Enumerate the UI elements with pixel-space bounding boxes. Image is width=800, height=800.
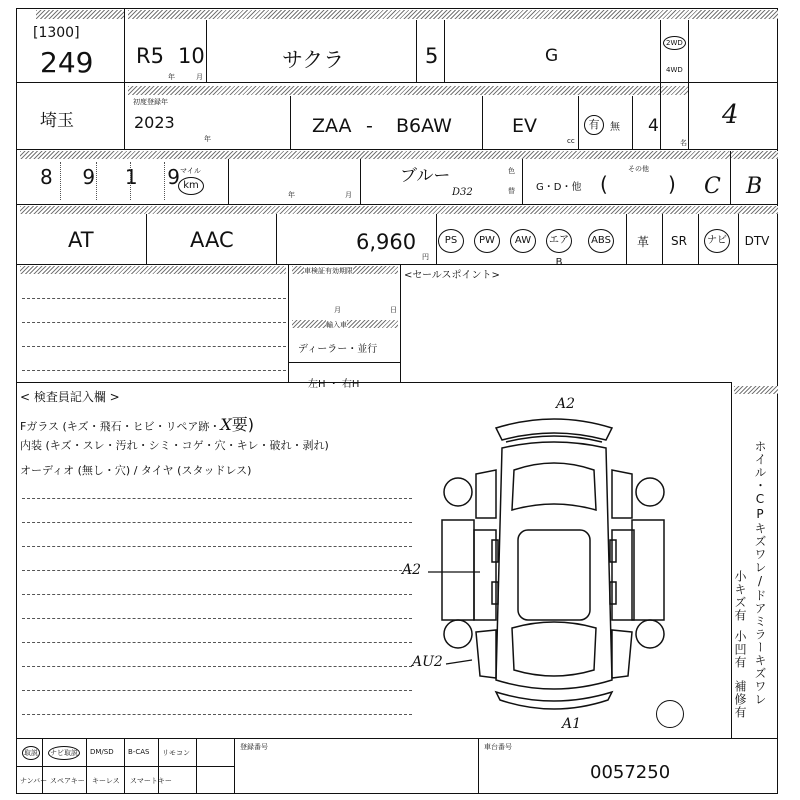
odo-tick	[60, 162, 61, 200]
vline	[288, 264, 289, 382]
vline	[124, 8, 125, 149]
equip-dtv: DTV	[744, 234, 770, 248]
model-prefix: ZAA	[312, 115, 352, 137]
item-smart-key: スマートキー	[130, 777, 172, 785]
row-divider	[16, 264, 778, 265]
vline	[482, 96, 483, 149]
record-month-label: 月	[334, 306, 341, 314]
odometer-digits	[40, 165, 180, 195]
year-label: 年	[168, 73, 175, 81]
side-notes-vertical: ホイル・CPキズワレ/ドアミラーキズワレ	[753, 440, 767, 706]
side-note-repair: 補修有	[733, 680, 747, 719]
reg-month: 10	[178, 44, 205, 68]
sales-points-label: <セールスポイント>	[404, 270, 500, 281]
item-bcas: B-CAS	[128, 748, 150, 756]
inspector-line	[22, 666, 412, 667]
year-label: 年	[204, 135, 211, 143]
side-note-scratch: 小キズ有	[733, 570, 747, 622]
inspector-line	[22, 642, 412, 643]
drive-4wd: 4WD	[666, 66, 683, 74]
notes-line	[22, 322, 286, 323]
color-code-note: D32	[452, 187, 473, 198]
header-strip	[20, 151, 778, 159]
inspector-line	[22, 714, 412, 715]
first-reg-year: 2023	[134, 113, 175, 132]
equip-pw: PW	[472, 218, 502, 264]
wheel-circle	[656, 700, 684, 728]
item-dmsd: DM/SD	[90, 748, 114, 756]
vline	[196, 738, 197, 794]
vline	[276, 214, 277, 264]
exterior-color: ブルー	[400, 166, 451, 186]
item-manual: 取説	[22, 746, 40, 760]
item-remote: リモコン	[162, 749, 190, 757]
unit-km: km	[178, 177, 204, 195]
vline	[360, 159, 361, 204]
first-reg-caption: 初度登録年	[133, 98, 168, 106]
price-unit: 円	[422, 253, 429, 261]
vline	[234, 738, 235, 794]
aircon: AAC	[190, 228, 234, 252]
mark-left: A2	[402, 562, 422, 578]
odometer-digit: 8	[40, 165, 53, 189]
notes-line	[22, 346, 286, 347]
registration-label: 登録番号	[240, 743, 268, 751]
vline	[290, 96, 291, 149]
capacity: 4	[648, 116, 659, 136]
color-change-options: G・D・他	[536, 182, 582, 193]
equip-ps: PS	[436, 218, 466, 264]
odometer-digit: 1	[124, 165, 138, 189]
chassis-number: 0057250	[590, 762, 671, 783]
vline	[86, 738, 87, 794]
glass-note: Fガラス (キズ・飛石・ヒビ・リペア跡・X要)	[20, 415, 254, 434]
lot-number: 249	[40, 46, 94, 79]
year-era: R5	[136, 44, 164, 68]
hline	[16, 766, 234, 767]
inspector-line	[22, 618, 412, 619]
venue-code: [1300]	[33, 25, 80, 41]
score-interior: B	[746, 174, 763, 199]
header-strip	[128, 10, 778, 19]
mark-bottom: A1	[562, 716, 582, 732]
side-note-dent: 小凹有	[733, 630, 747, 669]
color-label-bottom: 替	[508, 187, 515, 195]
inspector-line	[22, 570, 412, 571]
row-divider	[16, 149, 778, 150]
vline	[632, 96, 633, 149]
vline	[400, 264, 401, 382]
vline	[738, 214, 739, 264]
item-navi-manual: ナビ取説	[48, 746, 80, 760]
row-divider	[16, 82, 778, 83]
mark-top: A2	[556, 396, 576, 412]
vline	[662, 214, 663, 264]
odometer-digit: 9	[82, 165, 96, 189]
door-count: 5	[425, 44, 439, 68]
item-keyless: キーレス	[92, 777, 120, 785]
row-divider	[16, 204, 778, 205]
equip-navi: ナビ	[702, 218, 732, 264]
notes-line	[22, 370, 286, 371]
vline	[731, 382, 732, 738]
odometer-digit: 9	[167, 165, 180, 189]
turbo-with: 有	[584, 115, 604, 135]
equip-airbag: エアB	[544, 218, 574, 264]
inspector-line	[22, 594, 412, 595]
displacement: EV	[512, 115, 538, 137]
odo-tick	[96, 162, 97, 200]
paren-open: (	[600, 172, 608, 196]
audio-tire-note: オーディオ (無し・穴) / タイヤ (スタッドレス)	[20, 464, 252, 477]
steering: 左H ・ 右H	[308, 379, 360, 390]
equip-aw: AW	[508, 218, 538, 264]
import-label: 輸入車	[326, 321, 347, 329]
notes-line	[22, 298, 286, 299]
drive-2wd: 2WD	[663, 36, 686, 50]
inspector-heading: < 検査員記入欄 >	[20, 390, 120, 404]
model-dash: -	[366, 115, 373, 137]
vline	[688, 20, 689, 149]
row-divider	[16, 738, 778, 739]
header-strip	[20, 206, 778, 214]
odo-tick	[164, 162, 165, 200]
vline	[478, 738, 479, 794]
unit-mile: マイル	[180, 167, 201, 175]
header-strip	[734, 386, 778, 394]
vline	[660, 20, 661, 149]
row-divider	[16, 382, 731, 383]
color-change-other: その他	[628, 165, 649, 173]
vline	[416, 20, 417, 82]
capacity-unit: 名	[680, 139, 687, 147]
paren-close: )	[668, 172, 676, 196]
model-code: B6AW	[396, 115, 452, 137]
header-strip	[128, 86, 688, 95]
vline	[444, 20, 445, 82]
equip-leather: 革	[636, 234, 649, 249]
interior-note: 内装 (キズ・スレ・汚れ・シミ・コゲ・穴・キレ・破れ・剥れ)	[20, 439, 329, 452]
vline	[228, 159, 229, 204]
record-day-label: 日	[390, 306, 397, 314]
vline	[522, 159, 523, 204]
inspector-line	[22, 498, 412, 499]
color-label-top: 色	[508, 167, 515, 175]
chassis-label: 車台番号	[484, 743, 512, 751]
region: 埼玉	[40, 111, 74, 131]
price: 6,960	[356, 230, 417, 254]
model-name: サクラ	[282, 48, 345, 72]
hline	[288, 362, 400, 363]
vline	[124, 738, 125, 794]
vline	[698, 214, 699, 264]
header-strip	[36, 10, 124, 19]
header-strip	[20, 266, 286, 274]
month-label: 月	[196, 73, 203, 81]
mark-bottom-left: AU2	[412, 654, 443, 670]
side-notes	[733, 570, 755, 730]
inspector-line	[22, 690, 412, 691]
handwritten-capacity: 4	[722, 100, 739, 130]
score-exterior: C	[704, 174, 721, 199]
item-spare-key: スペアキー	[50, 777, 85, 785]
grade: G	[545, 46, 559, 66]
inspector-line	[22, 546, 412, 547]
inspection-expiry-label: 車検証有効期限	[304, 267, 353, 275]
cc-label: cc	[567, 137, 575, 145]
transmission: AT	[68, 228, 94, 252]
turbo-without: 無	[610, 122, 620, 133]
vline	[730, 151, 731, 204]
inspector-line	[22, 522, 412, 523]
vline	[146, 214, 147, 264]
shaken-year: 年	[288, 191, 295, 199]
mark-leaders	[400, 560, 510, 670]
odo-tick	[130, 162, 131, 200]
vline	[578, 96, 579, 149]
equip-sunroof: SR	[671, 234, 687, 248]
import-type: ディーラー・並行	[298, 344, 378, 355]
vline	[206, 20, 207, 82]
vline	[626, 214, 627, 264]
item-plate: ナンバー	[20, 777, 48, 785]
equip-abs: ABS	[586, 218, 616, 264]
shaken-month: 月	[345, 191, 352, 199]
